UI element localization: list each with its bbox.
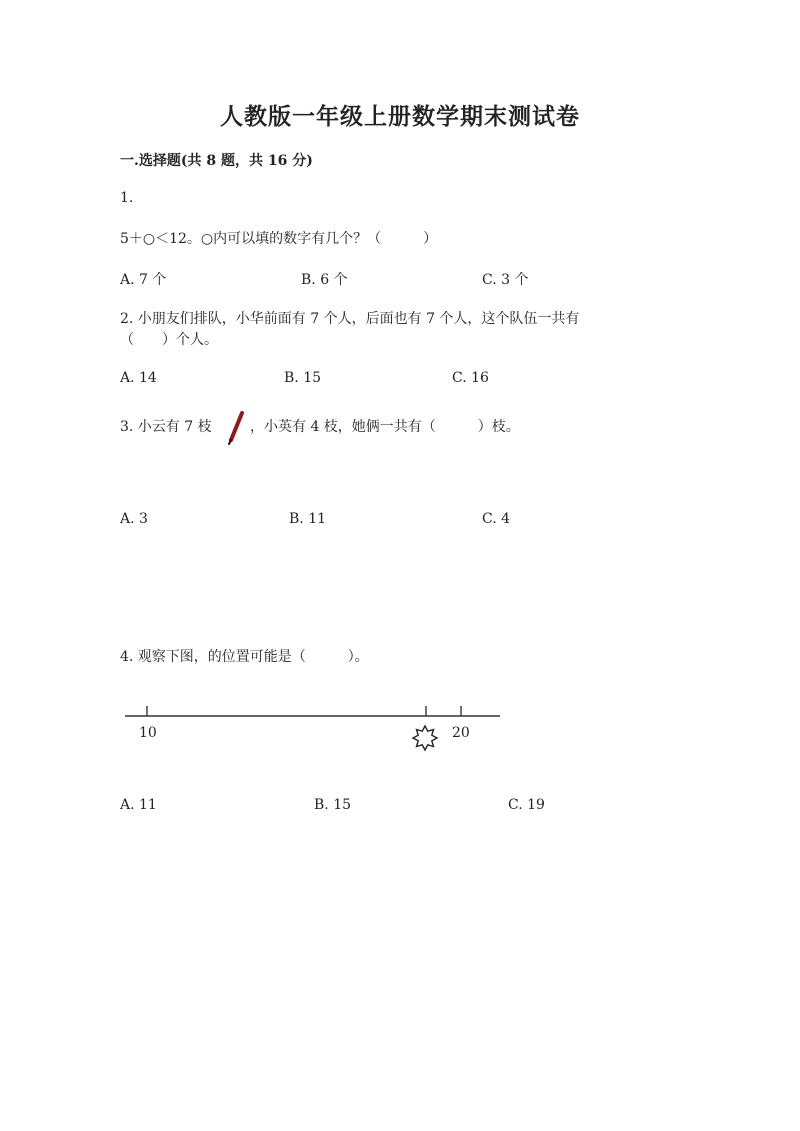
question-1-option-c: C. 3 个 xyxy=(482,272,529,288)
question-3-option-b: B. 11 xyxy=(289,511,327,527)
number-line-diagram xyxy=(120,695,510,755)
page-title: 人教版一年级上册数学期末测试卷 xyxy=(220,103,580,130)
question-4-option-c: C. 19 xyxy=(508,797,545,813)
question-2-text-line2: （ ）个人。 xyxy=(120,332,218,348)
question-3-text-after: ，小英有 4 枝，她俩一共有（ ）枝。 xyxy=(250,419,520,435)
question-1-number: 1. xyxy=(120,190,134,206)
question-3-option-a: A. 3 xyxy=(120,511,148,527)
question-2-option-a: A. 14 xyxy=(120,370,157,386)
number-line-start-label: 10 xyxy=(139,725,157,741)
question-1-text: 5＋○＜12。○内可以填的数字有几个？（ ） xyxy=(120,231,438,247)
question-4-text: 4. 观察下图，的位置可能是（ ）。 xyxy=(120,649,369,665)
question-2-option-c: C. 16 xyxy=(452,370,489,386)
star-icon xyxy=(413,726,437,750)
question-3-text-before: 3. 小云有 7 枝 xyxy=(120,419,212,435)
section-heading: 一.选择题(共 8 题，共 16 分) xyxy=(120,153,313,169)
question-2-text-line1: 2. 小朋友们排队，小华前面有 7 个人，后面也有 7 个人，这个队伍一共有 xyxy=(120,311,580,327)
question-1-option-a: A. 7 个 xyxy=(120,272,167,288)
question-3-option-c: C. 4 xyxy=(482,511,511,527)
number-line-end-label: 20 xyxy=(452,725,470,741)
question-4-option-b: B. 15 xyxy=(314,797,352,813)
pencil-icon xyxy=(224,410,248,446)
question-4-option-a: A. 11 xyxy=(120,797,157,813)
question-1-option-b: B. 6 个 xyxy=(301,272,348,288)
question-2-option-b: B. 15 xyxy=(284,370,322,386)
